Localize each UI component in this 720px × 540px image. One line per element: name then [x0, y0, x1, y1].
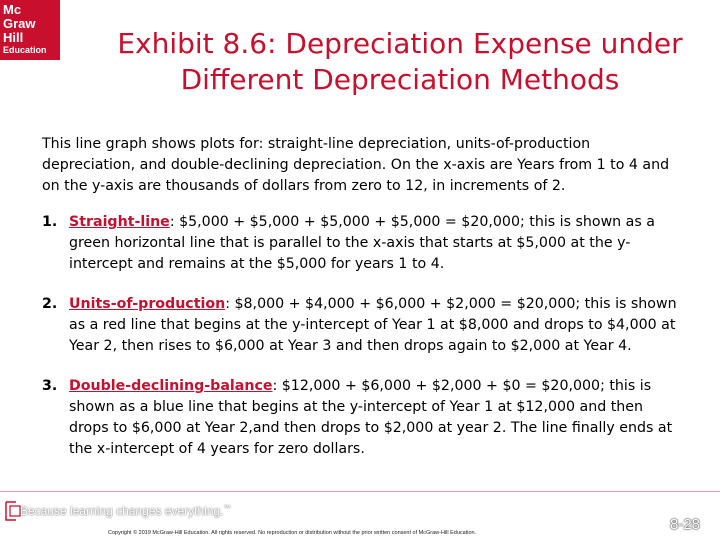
intro-paragraph: This line graph shows plots for: straight-line depreciation, units-of-production depreciation, and double-declining depreciation. On the x-axis are Years from 1 to 4 and on the y-axis are thousands of dollars from zero to 12, in increments of 2.: [42, 136, 670, 194]
list-item-number: 1.: [42, 214, 58, 230]
list-item: [42, 294, 682, 357]
list-item-text: : $8,000 + $4,000 + $6,000 + $2,000 = $20,000; this is shown as a red line that begins at the y-intercept of Year 1 at $8,000 and drops to $4,000 at Year 2, then rises to $6,000 at Year 3 and then drops again to $2,000 at Year 4.: [69, 296, 677, 354]
copyright-notice: Copyright © 2019 McGraw-Hill Education. All rights reserved. No reproduction or distribution without the prior written consent of McGraw-Hill Education.: [108, 530, 477, 536]
logo-line-4: Education: [3, 45, 47, 55]
footer-divider: [0, 491, 720, 492]
list-item-term: Straight-line: [69, 214, 170, 230]
list-item-text: : $5,000 + $5,000 + $5,000 + $5,000 = $20,000; this is shown as a green horizontal line that is parallel to the x-axis that starts at $5,000 at the y-intercept and remains at the $5,000 for years 1 to 4.: [69, 214, 655, 272]
logo-line-2: Graw: [3, 16, 36, 31]
list-item-number: 3.: [42, 378, 58, 394]
mcgraw-hill-logo: [0, 0, 60, 60]
depreciation-methods-list: [42, 212, 682, 479]
tagline-text: Because learning changes everything.: [20, 504, 224, 518]
tagline-trademark: ™: [223, 505, 231, 512]
slide-title: Exhibit 8.6: Depreciation Expense under Different Depreciation Methods: [117, 27, 683, 96]
list-item-number: 2.: [42, 296, 58, 312]
list-item-text: : $12,000 + $6,000 + $2,000 + $0 = $20,000; this is shown as a blue line that begins at the y-intercept of Year 1 at $12,000 and then drops to $6,000 at Year 2,and then drops to $2,000 at year 2. The line finally ends at the x-intercept of 4 years for zero dollars.: [69, 378, 673, 457]
list-item-term: Double-declining-balance: [69, 378, 273, 394]
list-item-term: Units-of-production: [69, 296, 226, 312]
logo-line-3: Hill: [3, 30, 24, 45]
footer-tagline: [20, 504, 230, 518]
list-item: [42, 376, 682, 460]
list-item: [42, 212, 682, 275]
logo-line-1: Mc: [3, 2, 22, 17]
page-number: 8-28: [669, 516, 701, 533]
